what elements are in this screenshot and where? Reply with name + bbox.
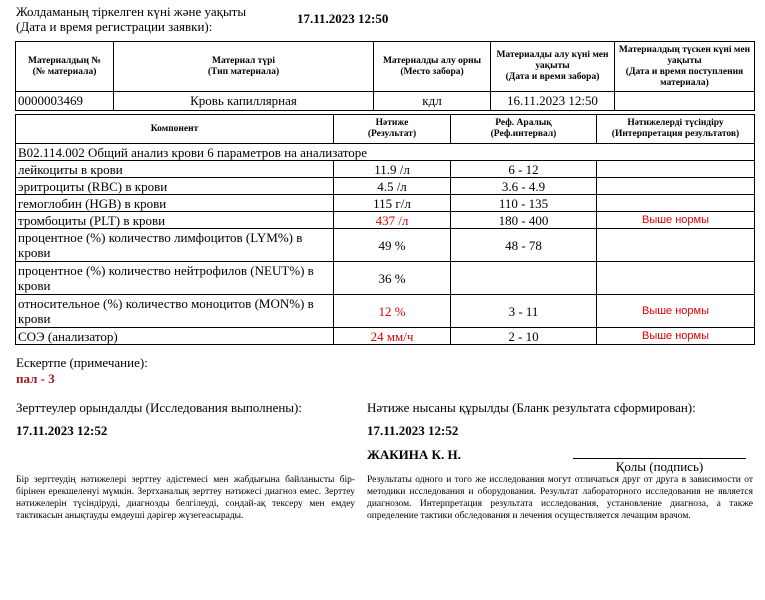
header-result: Нәтиже (Результат) (334, 115, 451, 144)
performed-label: Зерттеулер орындалды (Исследования выполнены): (16, 400, 302, 415)
header-collection-datetime: Материалды алу күні мен уақыты (Дата и время забора) (491, 42, 615, 92)
formed-label: Нәтиже нысаны құрылды (Бланк результата сформирован): (367, 400, 696, 415)
collection-datetime: 16.11.2023 12:50 (491, 92, 615, 111)
result-reference: 180 - 400 (451, 212, 597, 229)
header-reference: Реф. Аралық (Реф.интервал) (451, 115, 597, 144)
header-material-type: Материал түрі (Тип материала) (114, 42, 374, 92)
formed-datetime: 17.11.2023 12:52 (367, 423, 459, 438)
section-title: B02.114.002 Общий анализ крови 6 параметров на анализаторе (16, 144, 755, 161)
note-label: Ескертпе (примечание): (16, 355, 148, 370)
registration-datetime: 17.11.2023 12:50 (297, 11, 389, 26)
doctor-name: ЖАКИНА К. Н. (367, 447, 461, 462)
result-name: лейкоциты в крови (16, 161, 334, 178)
result-reference (451, 262, 597, 295)
received-datetime (615, 92, 755, 111)
result-interpretation: Выше нормы (597, 328, 755, 345)
header-interpretation: Нәтижелерді түсіндіру (Интерпретация результатов) (597, 115, 755, 144)
results-header-row (16, 115, 755, 144)
result-row (16, 212, 755, 229)
result-row (16, 195, 755, 212)
header-component: Компонент (16, 115, 334, 144)
collection-place: кдл (374, 92, 491, 111)
material-type: Кровь капиллярная (114, 92, 374, 111)
disclaimer-kz: Бір зерттеудің нәтижелері зерттеу әдістемесі мен жабдығына байланысты бір-бірінен ерекшеленуі мүмкін. Зертханалық зерттеу нәтижесі диагноз емес. Зерттеу нәтижелерін түсіндіруді, диагнозды белгілеуді, сондай-ақ тексеру мен емдеу тактикасын анықтауды емдеуші дәрігер жүзегеасырады. (16, 475, 355, 521)
header-collection-place: Материалды алу орны (Место забора) (374, 42, 491, 92)
result-interpretation: Выше нормы (597, 212, 755, 229)
result-row (16, 229, 755, 262)
result-name: процентное (%) количество нейтрофилов (NEUT%) в крови (16, 262, 334, 295)
result-interpretation (597, 178, 755, 195)
result-row (16, 295, 755, 328)
header-material-number: Материалдың № (№ материала) (16, 42, 114, 92)
material-number: 0000003469 (16, 92, 114, 111)
signature-label: Қолы (подпись) (615, 459, 704, 474)
result-reference: 48 - 78 (451, 229, 597, 262)
header-received-datetime: Материалдың түскен күні мен уақыты (Дата и время поступления материала) (615, 42, 755, 92)
result-reference: 110 - 135 (451, 195, 597, 212)
section-row (16, 144, 755, 161)
result-row (16, 262, 755, 295)
result-value: 437 /л (334, 212, 451, 229)
result-reference: 2 - 10 (451, 328, 597, 345)
result-interpretation (597, 195, 755, 212)
material-row (16, 92, 755, 111)
result-reference: 3.6 - 4.9 (451, 178, 597, 195)
result-name: тромбоциты (PLT) в крови (16, 212, 334, 229)
result-name: эритроциты (RBC) в крови (16, 178, 334, 195)
material-header-row (16, 42, 755, 92)
result-value: 4.5 /л (334, 178, 451, 195)
disclaimer-ru: Результаты одного и того же исследования могут отличаться друг от друга в зависимости от методики исследования и оборудования. Результат лабораторного исследования не является диагнозом. Интерпретация результата исследования, установление диагноза, а также определение тактики обследования и лечения осуществляется лечащим врачом. (367, 475, 753, 521)
registration-label-kz: Жолдаманың тіркелген күні және уақыты (16, 4, 247, 19)
result-value: 11.9 /л (334, 161, 451, 178)
result-name: относительное (%) количество моноцитов (MON%) в крови (16, 295, 334, 328)
result-reference: 3 - 11 (451, 295, 597, 328)
performed-datetime: 17.11.2023 12:52 (16, 423, 108, 438)
result-reference: 6 - 12 (451, 161, 597, 178)
registration-label-ru: (Дата и время регистрации заявки): (16, 19, 213, 34)
result-value: 12 % (334, 295, 451, 328)
result-interpretation (597, 161, 755, 178)
result-row (16, 161, 755, 178)
result-value: 49 % (334, 229, 451, 262)
note-value: пал - 3 (16, 371, 55, 386)
material-table (15, 41, 755, 111)
result-value: 24 мм/ч (334, 328, 451, 345)
result-row (16, 178, 755, 195)
result-interpretation (597, 229, 755, 262)
result-value: 115 г/л (334, 195, 451, 212)
results-table (15, 114, 755, 345)
result-interpretation: Выше нормы (597, 295, 755, 328)
result-value: 36 % (334, 262, 451, 295)
result-interpretation (597, 262, 755, 295)
result-name: гемоглобин (HGB) в крови (16, 195, 334, 212)
result-row (16, 328, 755, 345)
result-name: процентное (%) количество лимфоцитов (LYM%) в крови (16, 229, 334, 262)
result-name: СОЭ (анализатор) (16, 328, 334, 345)
